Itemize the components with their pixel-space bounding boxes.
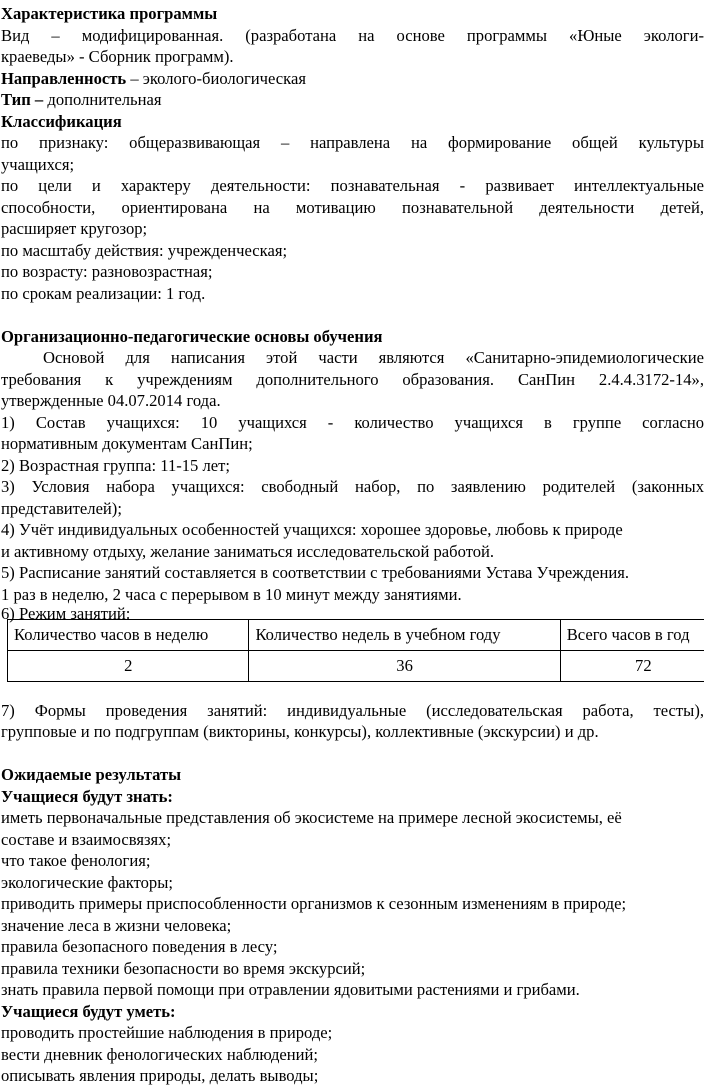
class-line: по возрасту: разновозрастная; [1, 261, 213, 283]
table-cell: 72 [560, 651, 704, 682]
forms-line: групповые и по подгруппам (викторины, конкурсы), коллективные (экскурсии) и др. [1, 721, 599, 743]
table-header-cell: Количество часов в неделю [8, 620, 249, 651]
org-line: 3) Условия набора учащихся: свободный набор, по заявлению родителей (законных [1, 476, 704, 498]
characteristic-heading: Характеристика программы [1, 3, 217, 25]
know-line: экологические факторы; [1, 872, 173, 894]
able-line: вести дневник фенологических наблюдений; [1, 1044, 318, 1066]
org-line: 6) Режим занятий: [1, 603, 130, 625]
class-line: по срокам реализации: 1 год. [1, 283, 205, 305]
know-line: приводить примеры приспособленности организмов к сезонным изменениям в природе; [1, 893, 626, 915]
type-line [1, 89, 161, 111]
class-line: способности, ориентирована на мотивацию познавательной деятельности детей, [1, 197, 704, 219]
know-line: иметь первоначальные представления об экосистеме на примере лесной экосистемы, её [1, 807, 622, 829]
type-value: дополнительная [43, 90, 161, 109]
org-line: 2) Возрастная группа: 11-15 лет; [1, 455, 230, 477]
know-line: знать правила первой помощи при отравлении ядовитыми растениями и грибами. [1, 979, 580, 1001]
org-line: нормативным документам СанПин; [1, 433, 253, 455]
class-line: расширяет кругозор; [1, 218, 147, 240]
class-line: по масштабу действия: учрежденческая; [1, 240, 287, 262]
class-line: по признаку: общеразвивающая – направлена на формирование общей культуры [1, 132, 704, 154]
org-line: 5) Расписание занятий составляется в соответствии с требованиями Устава Учреждения. [1, 562, 629, 584]
table-cell: 36 [249, 651, 560, 682]
org-line: 4) Учёт индивидуальных особенностей учащихся: хорошее здоровье, любовь к природе [1, 519, 623, 541]
table-header-row [8, 620, 704, 651]
able-line: описывать явления природы, делать выводы; [1, 1065, 318, 1087]
know-line: значение леса в жизни человека; [1, 915, 231, 937]
forms-line: 7) Формы проведения занятий: индивидуальные (исследовательская работа, тесты), [1, 700, 704, 722]
able-heading: Учащиеся будут уметь: [1, 1001, 176, 1023]
org-heading: Организационно-педагогические основы обучения [1, 326, 383, 348]
class-line: по цели и характеру деятельности: познавательная - развивает интеллектуальные [1, 175, 704, 197]
classification-heading: Классификация [1, 111, 122, 133]
know-line: правила техники безопасности во время экскурсий; [1, 958, 365, 980]
org-line: утвержденные 04.07.2014 года. [1, 390, 221, 412]
org-line: 1) Состав учащихся: 10 учащихся - количество учащихся в группе согласно [1, 412, 704, 434]
table-header-cell: Всего часов в год [560, 620, 704, 651]
direction-label: Направленность [1, 69, 126, 88]
org-line: требования к учреждениям дополнительного образования. СанПин 2.4.4.3172-14», [1, 369, 704, 391]
org-line: и активному отдыху, желание заниматься исследовательской работой. [1, 541, 494, 563]
know-line: что такое фенология; [1, 850, 150, 872]
direction-value: – эколого-биологическая [126, 69, 306, 88]
know-heading: Учащиеся будут знать: [1, 786, 173, 808]
table-row [8, 651, 704, 682]
org-line: Основой для написания этой части являются «Санитарно-эпидемиологические [43, 347, 704, 369]
results-heading: Ожидаемые результаты [1, 764, 181, 786]
know-line: составе и взаимосвязях; [1, 829, 171, 851]
type-label: Тип – [1, 90, 43, 109]
view-line-1: Вид – модифицированная. (разработана на основе программы «Юные экологи- [1, 25, 704, 47]
org-line: 1 раз в неделю, 2 часа с перерывом в 10 минут между занятиями. [1, 584, 462, 606]
able-line: проводить простейшие наблюдения в природе; [1, 1022, 332, 1044]
class-line: учащихся; [1, 154, 74, 176]
know-line: правила безопасного поведения в лесу; [1, 936, 278, 958]
table-header-cell: Количество недель в учебном году [249, 620, 560, 651]
direction-line [1, 68, 306, 90]
table-cell: 2 [8, 651, 249, 682]
view-line-2: краеведы» - Сборник программ). [1, 46, 234, 68]
schedule-table [7, 619, 704, 682]
org-line: представителей); [1, 498, 122, 520]
